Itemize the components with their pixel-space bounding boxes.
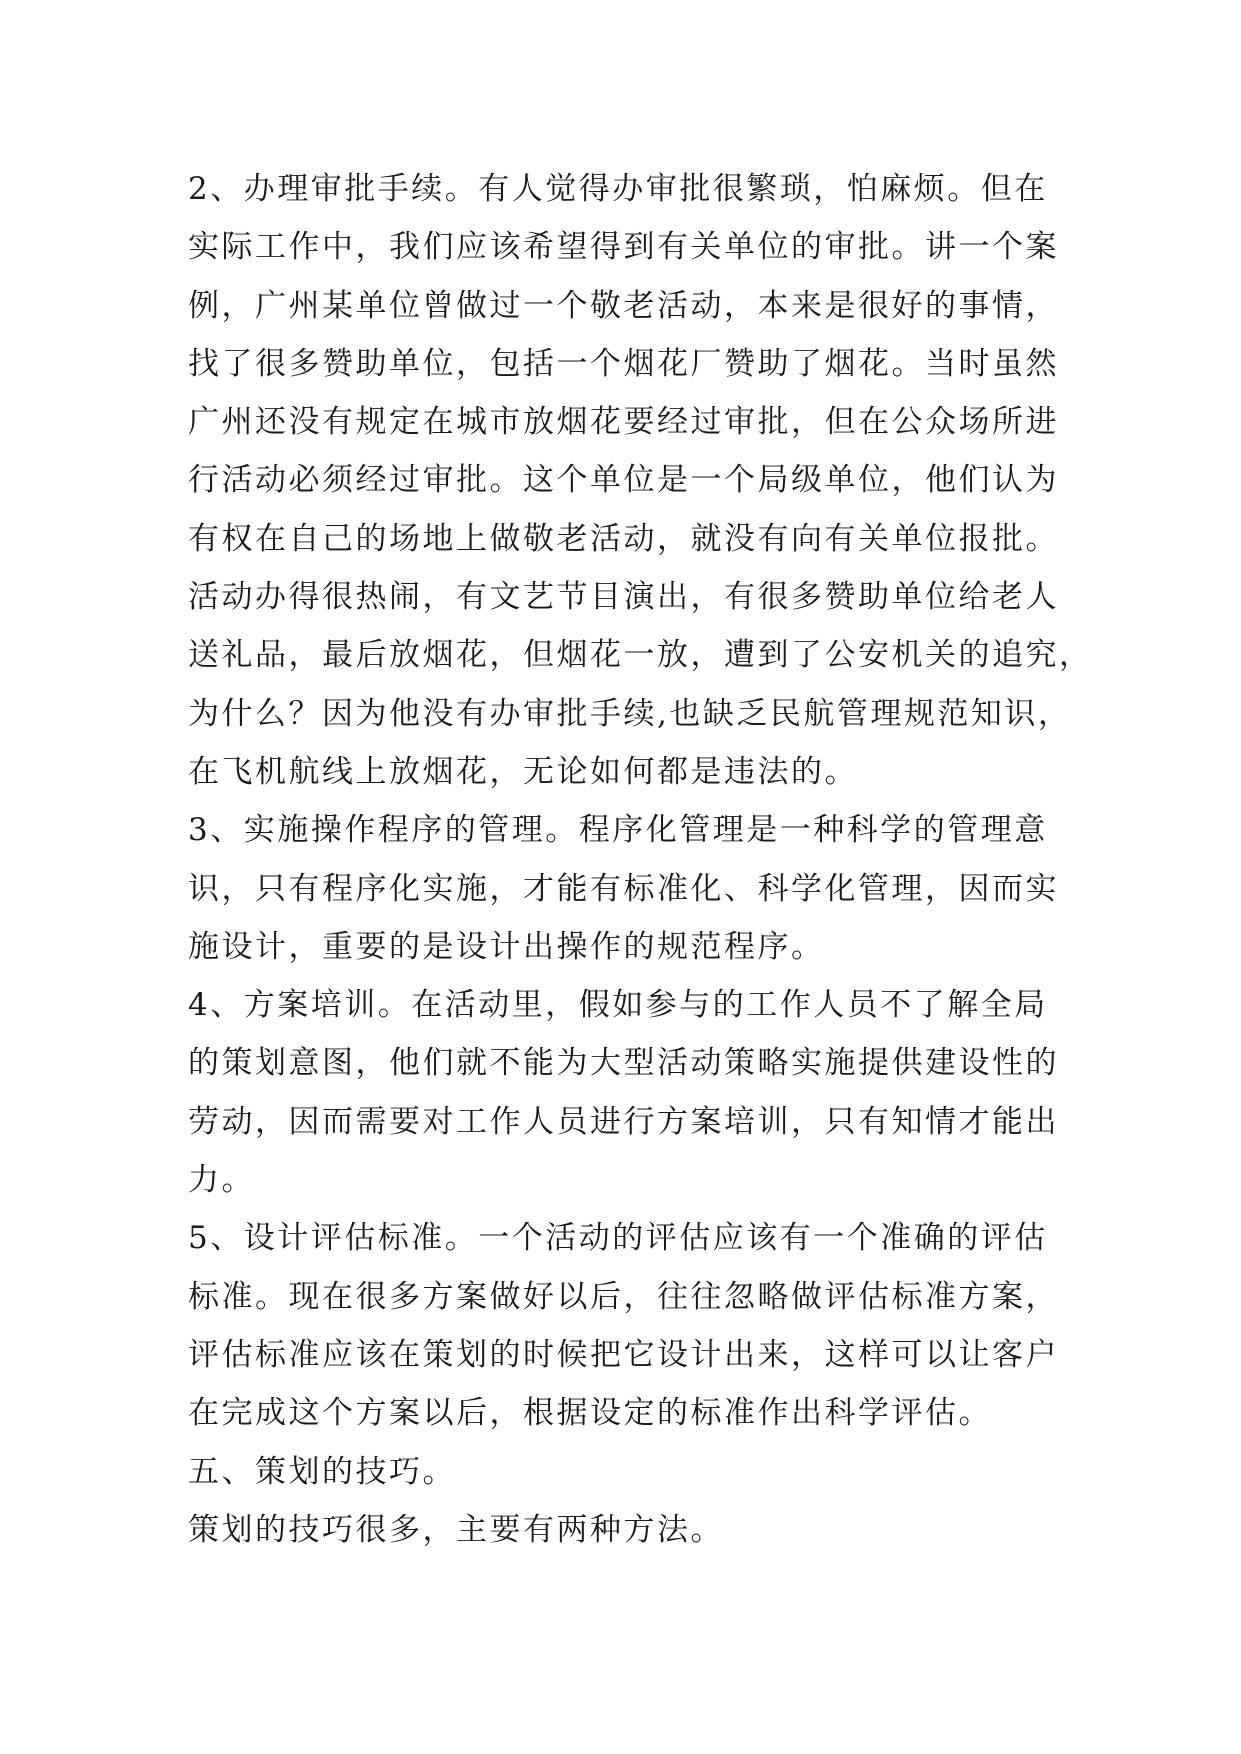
text-line: 活动办得很热闹，有文艺节目演出，有很多赞助单位给老人: [188, 579, 1059, 616]
text-line: 3、实施操作程序的管理。程序化管理是一种科学的管理意: [188, 812, 1048, 849]
text-line: 的策划意图，他们就不能为大型活动策略实施提供建设性的: [188, 1045, 1059, 1082]
text-line: 找了很多赞助单位，包括一个烟花厂赞助了烟花。当时虽然: [188, 345, 1059, 382]
text-line: 五、策划的技巧。: [188, 1453, 456, 1490]
text-line: 5、设计评估标准。一个活动的评估应该有一个准确的评估: [188, 1220, 1048, 1257]
text-line: 实际工作中，我们应该希望得到有关单位的审批。讲一个案: [188, 229, 1059, 266]
text-line: 广州还没有规定在城市放烟花要经过审批，但在公众场所进: [188, 404, 1059, 441]
text-line: 标准。现在很多方案做好以后，往往忽略做评估标准方案，: [188, 1278, 1059, 1315]
text-line: 评估标准应该在策划的时候把它设计出来，这样可以让客户: [188, 1336, 1059, 1373]
text-line: 例，广州某单位曾做过一个敬老活动，本来是很好的事情，: [188, 287, 1059, 324]
text-line: 4、方案培训。在活动里，假如参与的工作人员不了解全局: [188, 987, 1048, 1024]
text-line: 施设计，重要的是设计出操作的规范程序。: [188, 928, 825, 965]
text-line: 策划的技巧很多，主要有两种方法。: [188, 1511, 724, 1548]
document-body: [188, 160, 1093, 1559]
text-line: 识，只有程序化实施，才能有标准化、科学化管理，因而实: [188, 870, 1059, 907]
text-line: 有权在自己的场地上做敬老活动，就没有向有关单位报批。: [188, 520, 1059, 557]
text-line: 劳动，因而需要对工作人员进行方案培训，只有知情才能出: [188, 1103, 1059, 1140]
text-line: 行活动必须经过审批。这个单位是一个局级单位，他们认为: [188, 462, 1059, 499]
text-line: 2、办理审批手续。有人觉得办审批很繁琐，怕麻烦。但在: [188, 171, 1048, 207]
text-line: 在飞机航线上放烟花，无论如何都是违法的。: [188, 753, 858, 790]
text-line: 为什么？因为他没有办审批手续,也缺乏民航管理规范知识，: [188, 695, 1072, 732]
text-line: 送礼品，最后放烟花，但烟花一放，遭到了公安机关的追究，: [188, 637, 1093, 674]
text-line: 在完成这个方案以后，根据设定的标准作出科学评估。: [188, 1395, 992, 1432]
text-line: 力。: [188, 1162, 255, 1199]
